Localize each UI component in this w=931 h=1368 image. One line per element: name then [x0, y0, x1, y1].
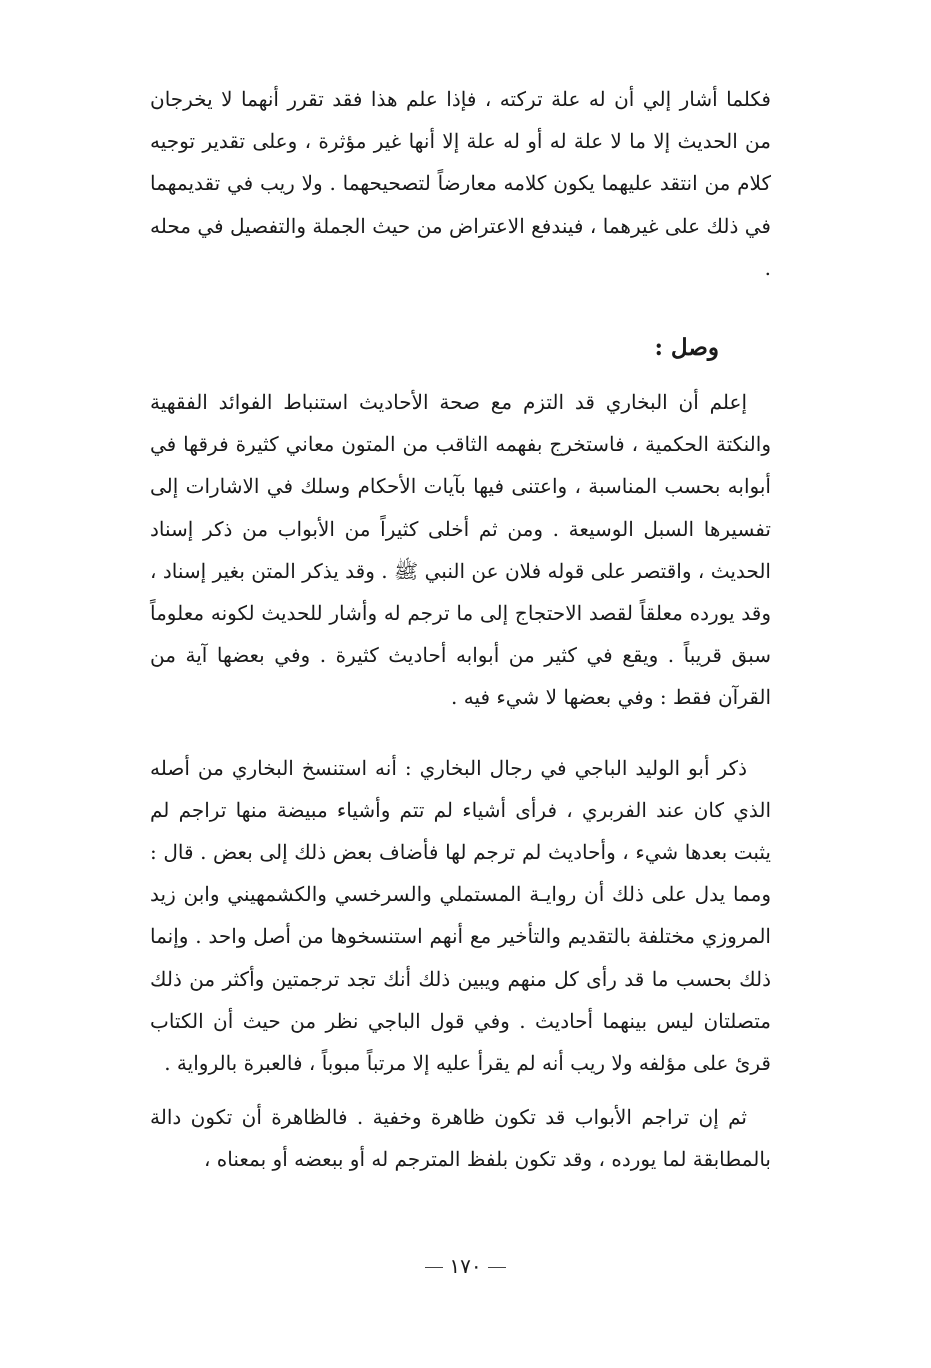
page-number-text: ١٧٠	[449, 1254, 482, 1278]
intro-paragraph: فكلما أشار إلي أن له علة تركته ، فإذا علم هذا فقد تقرر أنهما لا يخرجان من الحديث إلا ما لا علة له أو له علة إلا أنها غير مؤثرة ، وعلى تقدير توجيه كلام من انتقد عليهما يكون كلامه معارضاً لتصحيحهما . ولا ريب في تقديمهما في ذلك على غيرهما ، فيندفع الاعتراض من حيث الجملة والتفصيل في محله .	[150, 87, 771, 280]
page-number-dash-left	[425, 1267, 443, 1268]
page-number	[0, 1254, 931, 1278]
page-number-dash-right	[488, 1267, 506, 1268]
page-body	[150, 78, 771, 1368]
section1-paragraph: إعلم أن البخاري قد التزم مع صحة الأحاديث استنباط الفوائد الفقهية والنكتة الحكمية ، فاستخرج بفهمه الثاقب من المتون معاني كثيرة فرقها في أبوابه بحسب المناسبة ، واعتنى فيها بآيات الأحكام وسلك في الاشارات إلى تفسيرها السبل الوسيعة . ومن ثم أخلى كثيراً من الأبواب من ذكر إسناد الحديث ، واقتصر على قوله فلان عن النبي ﷺ . وقد يذكر المتن بغير إسناد ، وقد يورده معلقاً لقصد الاحتجاج إلى ما ترجم له وأشار للحديث لكونه معلوماً سبق قريباً . ويقع في كثير من أبوابه أحاديث كثيرة . وفي بعضها آية من القرآن فقط : وفي بعضها لا شيء فيه .	[150, 390, 771, 710]
section3-paragraph: ثم إن تراجم الأبواب قد تكون ظاهرة وخفية . فالظاهرة أن تكون دالة بالمطابقة لما يورده ، وقد تكون بلفظ المترجم له أو ببعضه أو بمعناه ،	[150, 1105, 771, 1172]
section-heading: وصل :	[654, 334, 719, 362]
section2-paragraph: ذكر أبو الوليد الباجي في رجال البخاري : أنه استنسخ البخاري من أصله الذي كان عند الفربري ، فرأى أشياء لم تتم وأشياء مبيضة منها تراجم لم يثبت بعدها شيء ، وأحاديث لم ترجم لها فأضاف بعض ذلك إلى بعض . قال : ومما يدل على ذلك أن روايـة المستملي والسرخسي والكشمهيني وابن زيد المروزي مختلفة بالتقديم والتأخير مع أنهم استنسخوها من أصل واحد . وإنما ذلك بحسب ما قد رأى كل منهم ويبين ذلك أنك تجد ترجمتين وأكثر من ذلك متصلتان ليس بينهما أحاديث . وفي قول الباجي نظر من حيث أن الكتاب قرئ على مؤلفه ولا ريب أنه لم يقرأ عليه إلا مرتباً مبوباً ، فالعبرة بالرواية .	[150, 755, 772, 1076]
